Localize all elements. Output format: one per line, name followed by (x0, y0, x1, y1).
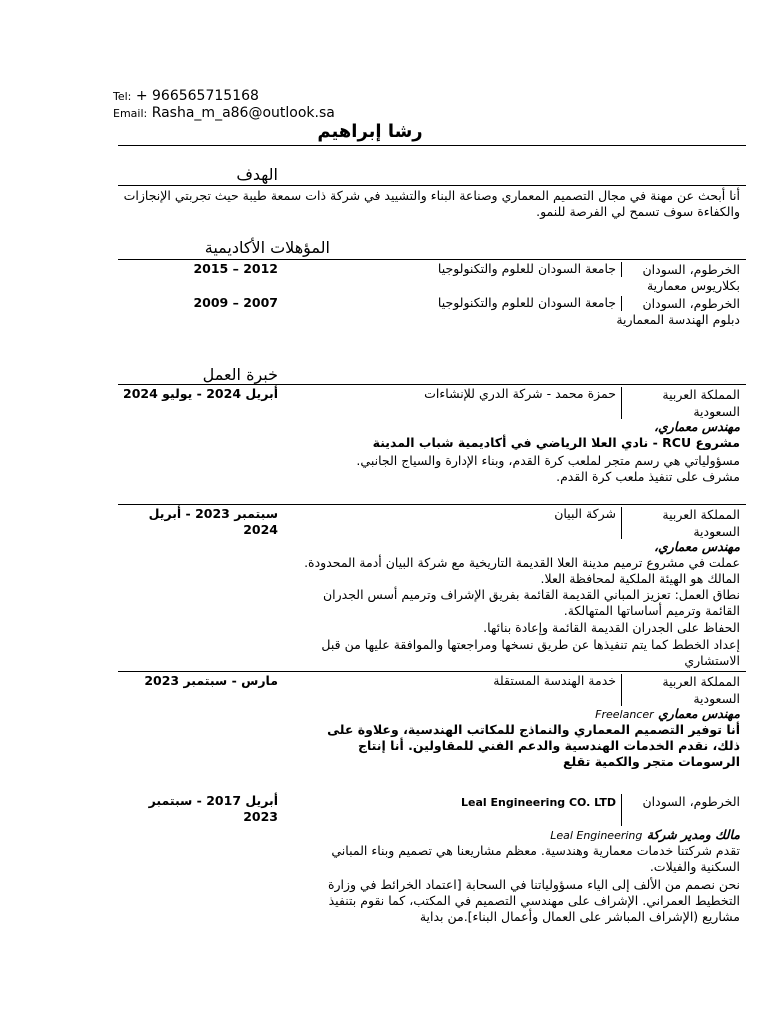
job-2-dates: سبتمبر 2023 - أبريل 2024 (148, 506, 278, 537)
job-4-dates: أبريل 2017 - سبتمبر 2023 (148, 793, 278, 824)
objective-title: الهدف (236, 165, 278, 184)
job-1-line-2: مشرف على تنفيذ ملعب كرة القدم. (556, 469, 740, 484)
job-2-line-3: الحفاظ على الجدران القديمة القائمة وإعادة بنائها. (483, 620, 740, 635)
job-2-divider (118, 504, 746, 505)
job-4-line-2: نحن نصمم من الألف إلى الياء مسؤولياتنا في السحابة [اعتماد الخرائط في وزارة التخطيط العمراني. الإشراف على مهندسي التصميم في المكتب، كما نقوم بتنفيذ مشاريع (الإشراف المباشر على العمال وأعمال البناء].من بداية (327, 877, 740, 924)
objective-divider (118, 185, 746, 186)
email-label: Email: (113, 107, 148, 120)
education-1-dates: 2012 – 2015 (193, 261, 278, 276)
education-2-degree: دبلوم الهندسة المعمارية (616, 312, 740, 327)
job-4-role-latin: Leal Engineering (550, 829, 643, 842)
education-title: المؤهلات الأكاديمية (204, 238, 330, 257)
job-4-company: Leal Engineering CO. LTD (461, 796, 616, 809)
job-3-company: خدمة الهندسة المستقلة (493, 673, 616, 688)
job-1-project: مشروع RCU - نادي العلا الرياضي في أكاديمية شباب المدينة (372, 435, 740, 450)
objective-text: أنا أبحث عن مهنة في مجال التصميم المعماري وصناعة البناء والتشييد في شركة ذات سمعة طيبة حيث تجربتي الإنجازات والكفاءة سوف تسمح لي الفرصة للنمو. (123, 188, 740, 219)
job-1-company: حمزة محمد - شركة الدري للإنشاءات (424, 386, 616, 401)
job-4-line-1: تقدم شركتنا خدمات معمارية وهندسية. معظم مشاريعنا هي تصميم وبناء المباني السكنية والفيلات. (331, 843, 740, 874)
job-1-location: المملكة العربية السعودية (662, 387, 740, 419)
education-2-separator (621, 296, 622, 311)
job-2-line-4: إعداد الخطط كما يتم تنفيذها عن طريق نسخها ومراجعتها والموافقة عليها من قبل الاستشاري (321, 637, 740, 668)
education-1-institution: جامعة السودان للعلوم والتكنولوجيا (437, 261, 616, 276)
email-line (113, 105, 335, 122)
job-2-line-1: عملت في مشروع ترميم مدينة العلا القديمة التاريخية مع شركة البيان أدمة المحدودة. المالك هو الهيئة الملكية لمحافظة العلا. (304, 555, 740, 586)
phone-label: Tel: (113, 90, 132, 103)
education-1-degree: بكلاريوس معمارية (646, 278, 740, 293)
job-1-dates: أبريل 2024 - يوليو 2024 (123, 386, 278, 401)
job-3-separator (621, 674, 622, 706)
job-3-role-title: مهندس معماري (658, 706, 740, 721)
education-2-dates: 2007 – 2009 (193, 295, 278, 310)
job-2-location: المملكة العربية السعودية (662, 507, 740, 539)
job-2-company: شركة البيان (554, 506, 616, 521)
phone-number[interactable]: + 966565715168 (135, 88, 259, 104)
education-2-location: الخرطوم، السودان (642, 296, 740, 311)
experience-divider (118, 384, 746, 385)
email-address[interactable]: Rasha_m_a86@outlook.sa (151, 105, 335, 121)
job-4-separator (621, 794, 622, 826)
header-divider (118, 145, 746, 146)
job-1-line-1: مسؤولياتي هي رسم متجر لملعب كرة القدم، وبناء الإدارة والسياج الجانبي. (356, 453, 740, 468)
job-3-location: المملكة العربية السعودية (662, 674, 740, 706)
education-divider (118, 259, 746, 260)
education-2-institution: جامعة السودان للعلوم والتكنولوجيا (437, 295, 616, 310)
job-3-dates: مارس - سبتمبر 2023 (144, 673, 278, 688)
job-2-line-2: نطاق العمل: تعزيز المباني القديمة القائمة بفريق الإشراف وترميم أسس الجدران القائمة وترميم أساساتها المتهالكة. (322, 587, 740, 618)
job-3-role-latin: Freelancer (595, 708, 654, 721)
job-1-role: مهندس معماري، (653, 419, 740, 434)
phone-line (113, 88, 259, 105)
experience-title: خبرة العمل (202, 365, 278, 384)
job-4-role-title: مالك ومدير شركة (646, 827, 740, 842)
candidate-name: رشا إبراهيم (317, 121, 423, 142)
job-3-description: أنا توفير التصميم المعماري والنماذج للمكاتب الهندسية، وعلاوة على ذلك، نقدم الخدمات الهندسية والدعم الفني للمقاولين. أنا إنتاج الرسومات متجر والكمية تقلع (327, 722, 740, 769)
job-2-role: مهندس معماري، (653, 539, 740, 554)
job-2-separator (621, 507, 622, 539)
job-3-divider (118, 671, 746, 672)
job-4-location: الخرطوم، السودان (642, 794, 740, 809)
education-1-location: الخرطوم، السودان (642, 262, 740, 277)
job-3-role (330, 706, 740, 723)
job-1-separator (621, 387, 622, 419)
job-4-role (330, 827, 740, 844)
education-1-separator (621, 262, 622, 277)
